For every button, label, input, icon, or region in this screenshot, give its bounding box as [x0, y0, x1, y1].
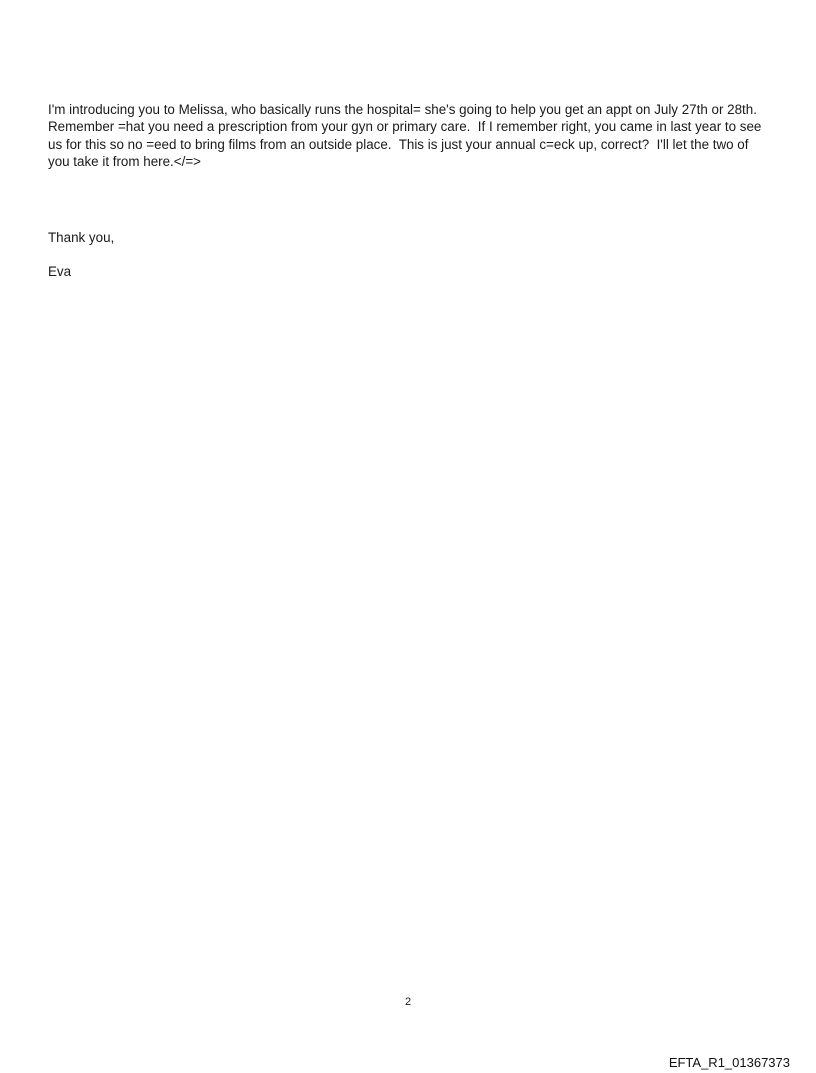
email-signature: Eva: [48, 264, 72, 279]
document-id-stamp: EFTA_R1_01367373: [668, 1055, 790, 1070]
email-closing: Thank you,: [48, 230, 115, 245]
page-number: 2: [404, 996, 412, 1008]
email-body-paragraph: I'm introducing you to Melissa, who basically runs the hospital= she's going to help you get an appt on July 27th or 28th. Remember =hat you need a prescription from your gyn or primary care. If I remember right, you came in last year to see us for this so no =eed to bring films from an outside place. This is just your annual c=eck up, correct? I'll let the two of you take it from here.</=>: [48, 102, 766, 170]
